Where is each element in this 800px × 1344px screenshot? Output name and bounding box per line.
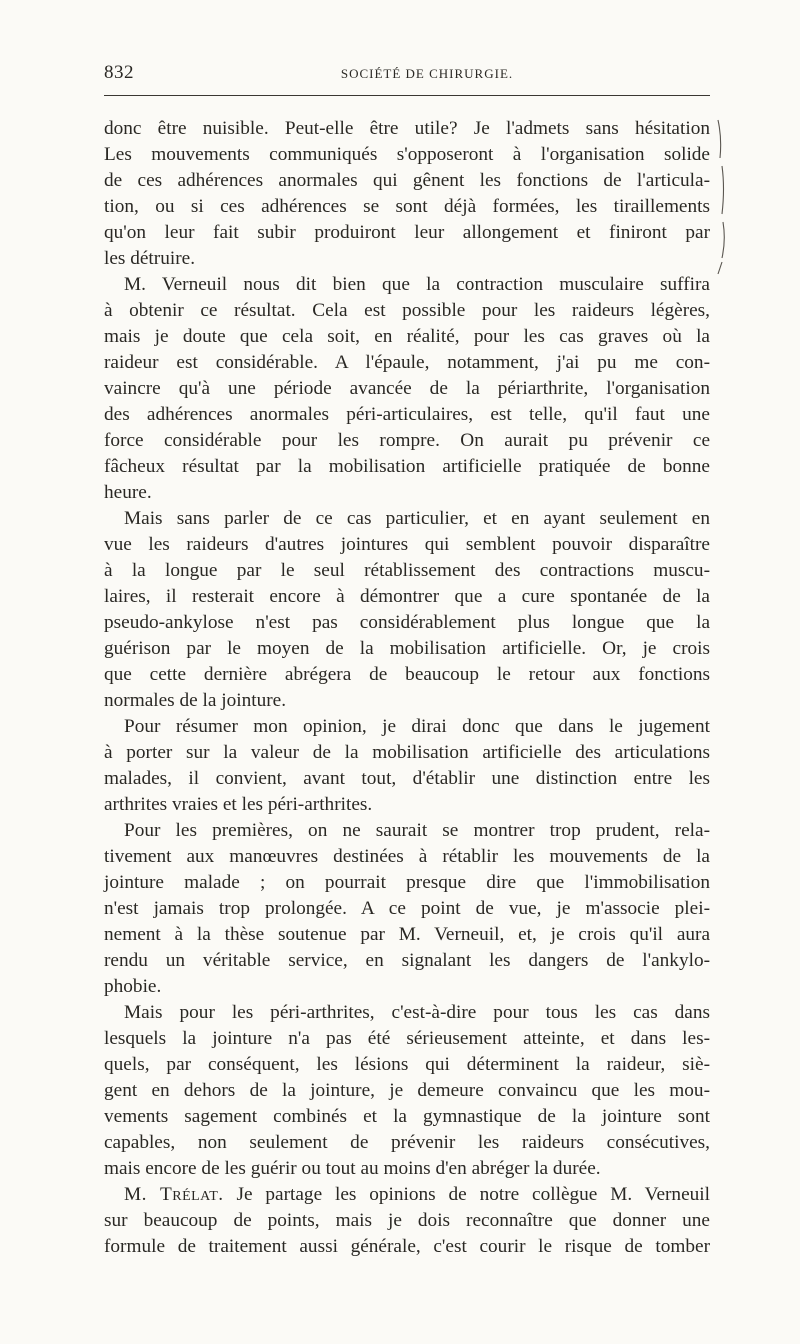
text-line: Pour les premières, on ne saurait se montrer trop prudent, rela- bbox=[124, 820, 710, 841]
text-line: M. Verneuil nous dit bien que la contraction musculaire suffira bbox=[124, 274, 710, 295]
body-text bbox=[104, 116, 710, 1260]
text-line: malades, il convient, avant tout, d'établir une distinction entre les bbox=[104, 768, 710, 789]
page-header bbox=[104, 62, 710, 86]
text-line: Mais pour les péri-arthrites, c'est-à-dire pour tous les cas dans bbox=[124, 1002, 710, 1023]
text-line: mais je doute que cela soit, en réalité, pour les cas graves où la bbox=[104, 326, 710, 347]
text-line: à obtenir ce résultat. Cela est possible pour les raideurs légères, bbox=[104, 300, 710, 321]
text-line: raideur est considérable. A l'épaule, notamment, j'ai pu me con- bbox=[104, 352, 710, 373]
speaker-line bbox=[104, 1182, 710, 1208]
margin-bracket-marks bbox=[714, 118, 730, 278]
text-line: jointure malade ; on pourrait presque dire que l'immobilisation bbox=[104, 872, 710, 893]
text-line: rendu un véritable service, en signalant les dangers de l'ankylo- bbox=[104, 950, 710, 971]
text-line: vue les raideurs d'autres jointures qui semblent pouvoir disparaître bbox=[104, 534, 710, 555]
text-line: lesquels la jointure n'a pas été sérieusement atteinte, et dans les- bbox=[104, 1028, 710, 1049]
text-line: quels, par conséquent, les lésions qui déterminent la raideur, siè- bbox=[104, 1054, 710, 1075]
text-line: arthrites vraies et les péri-arthrites. bbox=[104, 794, 373, 815]
text-line: sur beaucoup de points, mais je dois reconnaître que donner une bbox=[104, 1210, 710, 1231]
text-line: qu'on leur fait subir produiront leur allongement et finiront par bbox=[104, 222, 710, 243]
page-number: 832 bbox=[104, 62, 134, 83]
text-line: vements sagement combinés et la gymnastique de la jointure sont bbox=[104, 1106, 710, 1127]
text-line: que cette dernière abrégera de beaucoup le retour aux fonctions bbox=[104, 664, 710, 685]
text-line: Mais sans parler de ce cas particulier, et en ayant seulement en bbox=[124, 508, 710, 529]
text-line: vaincre qu'à une période avancée de la périarthrite, l'organisation bbox=[104, 378, 710, 399]
text-line: guérison par le moyen de la mobilisation artificielle. Or, je crois bbox=[104, 638, 710, 659]
text-line: à la longue par le seul rétablissement des contractions muscu- bbox=[104, 560, 710, 581]
text-line: Les mouvements communiqués s'opposeront à l'organisation solide bbox=[104, 144, 710, 165]
text-line: normales de la jointure. bbox=[104, 690, 287, 711]
text-line: à porter sur la valeur de la mobilisation artificielle des articulations bbox=[104, 742, 710, 763]
text-line: de ces adhérences anormales qui gênent les fonctions de l'articula- bbox=[104, 170, 710, 191]
text-line: capables, non seulement de prévenir les raideurs consécutives, bbox=[104, 1132, 710, 1153]
text-line: heure. bbox=[104, 482, 152, 503]
text-line: force considérable pour les rompre. On aurait pu prévenir ce bbox=[104, 430, 710, 451]
text-line: nement à la thèse soutenue par M. Verneuil, et, je crois qu'il aura bbox=[104, 924, 710, 945]
text-line: laires, il resterait encore à démontrer que a cure spontanée de la bbox=[104, 586, 710, 607]
text-line: pseudo-ankylose n'est pas considérablement plus longue que la bbox=[104, 612, 710, 633]
text-line: mais encore de les guérir ou tout au moins d'en abréger la durée. bbox=[104, 1158, 601, 1179]
text-line: les détruire. bbox=[104, 248, 196, 269]
header-rule bbox=[104, 95, 710, 96]
text-line: tion, ou si ces adhérences se sont déjà formées, les tiraillements bbox=[104, 196, 710, 217]
text-line: fâcheux résultat par la mobilisation artificielle pratiquée de bonne bbox=[104, 456, 710, 477]
text-line: tivement aux manœuvres destinées à rétablir les mouvements de la bbox=[104, 846, 710, 867]
text-line: n'est jamais trop prolongée. A ce point de vue, je m'associe plei- bbox=[104, 898, 710, 919]
text-line: des adhérences anormales péri-articulaires, est telle, qu'il faut une bbox=[104, 404, 710, 425]
text-line: donc être nuisible. Peut-elle être utile? Je l'admets sans hésitation bbox=[104, 118, 710, 139]
text-line: gent en dehors de la jointure, je demeure convaincu que les mou- bbox=[104, 1080, 710, 1101]
running-head: SOCIÉTÉ DE CHIRURGIE. bbox=[340, 66, 514, 81]
text-line: formule de traitement aussi générale, c'est courir le risque de tomber bbox=[104, 1236, 710, 1257]
text-line: Je partage les opinions de notre collègue M. Verneuil bbox=[236, 1184, 710, 1205]
text-line: Pour résumer mon opinion, je dirai donc que dans le jugement bbox=[124, 716, 710, 737]
speaker-name: M. Trélat. bbox=[124, 1184, 224, 1205]
text-line: phobie. bbox=[104, 976, 162, 997]
